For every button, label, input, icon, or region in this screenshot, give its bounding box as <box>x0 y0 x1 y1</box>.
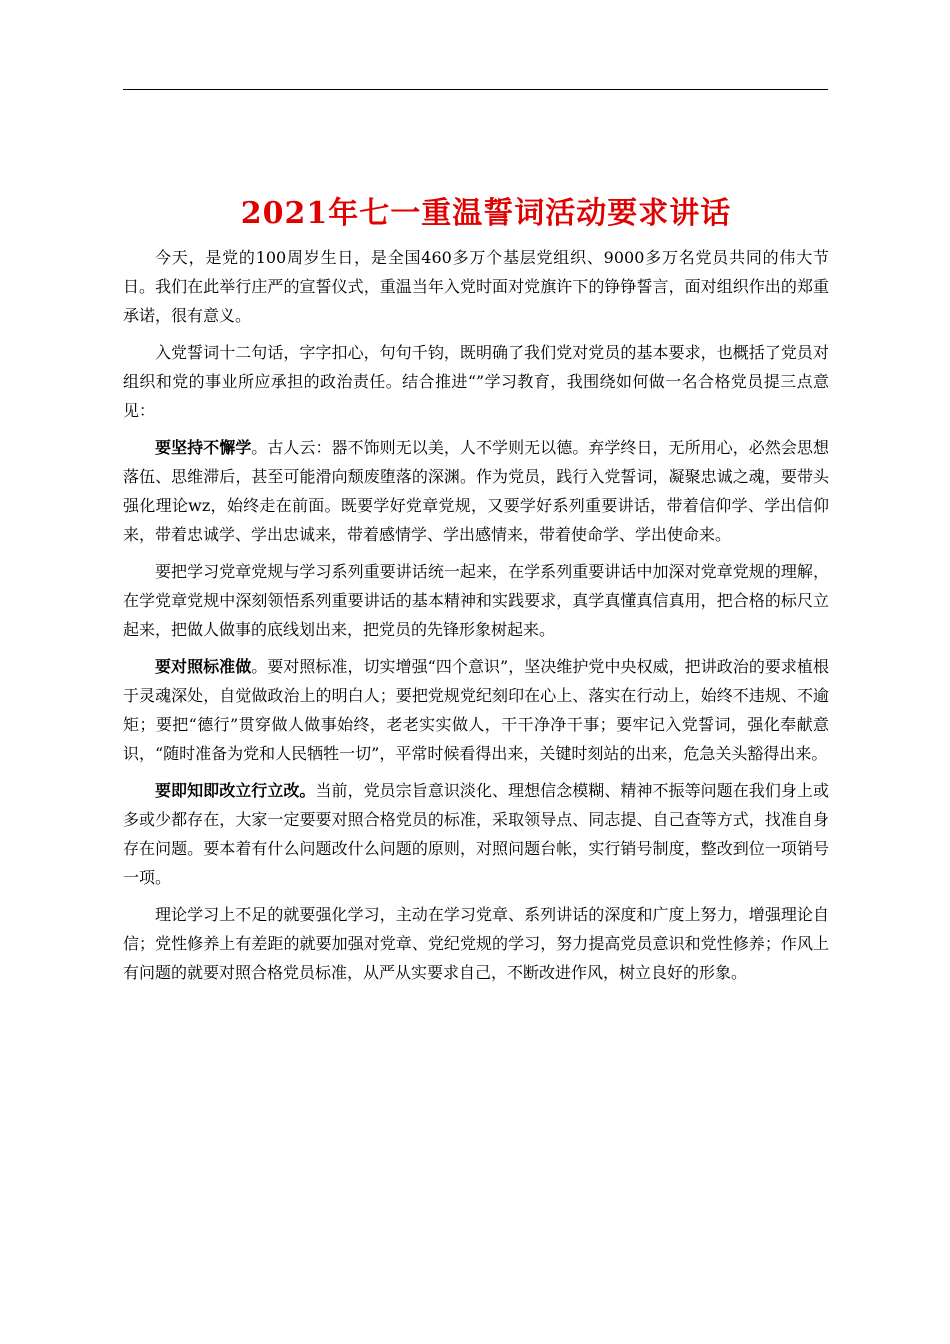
paragraph-lead: 要坚持不懈学 <box>155 438 252 457</box>
paragraph-text: 要把学习党章党规与学习系列重要讲话统一起来，在学系列重要讲话中加深对党章党规的理解，在学党章党规中深刻领悟系列重要讲话的基本精神和实践要求，真学真懂真信真用，把合格的标尺立起来，把做人做事的底线划出来，把党员的先锋形象树起来。 <box>123 562 829 639</box>
document-body <box>123 243 829 995</box>
document-title: 2021年七一重温誓词活动要求讲话 <box>240 196 732 231</box>
paragraph-6 <box>123 776 829 892</box>
paragraph-text: 入党誓词十二句话，字字扣心，句句千钧，既明确了我们党对党员的基本要求，也概括了党员对组织和党的事业所应承担的政治责任。结合推进“”学习教育，我围绕如何做一名合格党员提三点意见： <box>123 343 829 420</box>
paragraph-lead: 要对照标准做 <box>155 657 252 676</box>
paragraph-text: 当前，党员宗旨意识淡化、理想信念模糊、精神不振等问题在我们身上或多或少都存在，大家一定要要对照合格党员的标准，采取领导点、同志提、自己查等方式，找准自身存在问题。要本着有什么问题改什么问题的原则，对照问题台帐，实行销号制度，整改到位一项销号一项。 <box>123 781 829 887</box>
paragraph-5 <box>123 652 829 768</box>
header-rule <box>123 89 828 90</box>
paragraph-text: 理论学习上不足的就要强化学习，主动在学习党章、系列讲话的深度和广度上努力，增强理论自信；党性修养上有差距的就要加强对党章、党纪党规的学习，努力提高党员意识和党性修养；作风上有问题的就要对照合格党员标准，从严从实要求自己，不断改进作风，树立良好的形象。 <box>123 905 829 982</box>
paragraph-7 <box>123 900 829 987</box>
paragraph-text: 。要对照标准，切实增强“四个意识”，坚决维护党中央权威，把讲政治的要求植根于灵魂深处，自觉做政治上的明白人；要把党规党纪刻印在心上、落实在行动上，始终不违规、不逾矩；要把“德行”贯穿做人做事始终，老老实实做人，干干净净干事；要牢记入党誓词，强化奉献意识，“随时准备为党和人民牺牲一切”，平常时候看得出来，关键时刻站的出来，危急关头豁得出来。 <box>123 657 829 763</box>
paragraph-text: 。古人云：器不饰则无以美，人不学则无以德。弃学终日，无所用心，必然会思想落伍、思维滞后，甚至可能滑向颓废堕落的深渊。作为党员，践行入党誓词，凝聚忠诚之魂，要带头强化理论wz，始终走在前面。既要学好党章党规，又要学好系列重要讲话，带着信仰学、学出信仰来，带着忠诚学、学出忠诚来，带着感情学、学出感情来，带着使命学、学出使命来。 <box>123 438 829 544</box>
paragraph-2 <box>123 338 829 425</box>
paragraph-text: 今天，是党的100周岁生日，是全国460多万个基层党组织、9000多万名党员共同的伟大节日。我们在此举行庄严的宣誓仪式，重温当年入党时面对党旗许下的铮铮誓言，面对组织作出的郑重承诺，很有意义。 <box>123 248 829 325</box>
paragraph-lead: 要即知即改立行立改。 <box>155 781 316 800</box>
paragraph-4 <box>123 557 829 644</box>
paragraph-1 <box>123 243 829 330</box>
paragraph-3 <box>123 433 829 549</box>
